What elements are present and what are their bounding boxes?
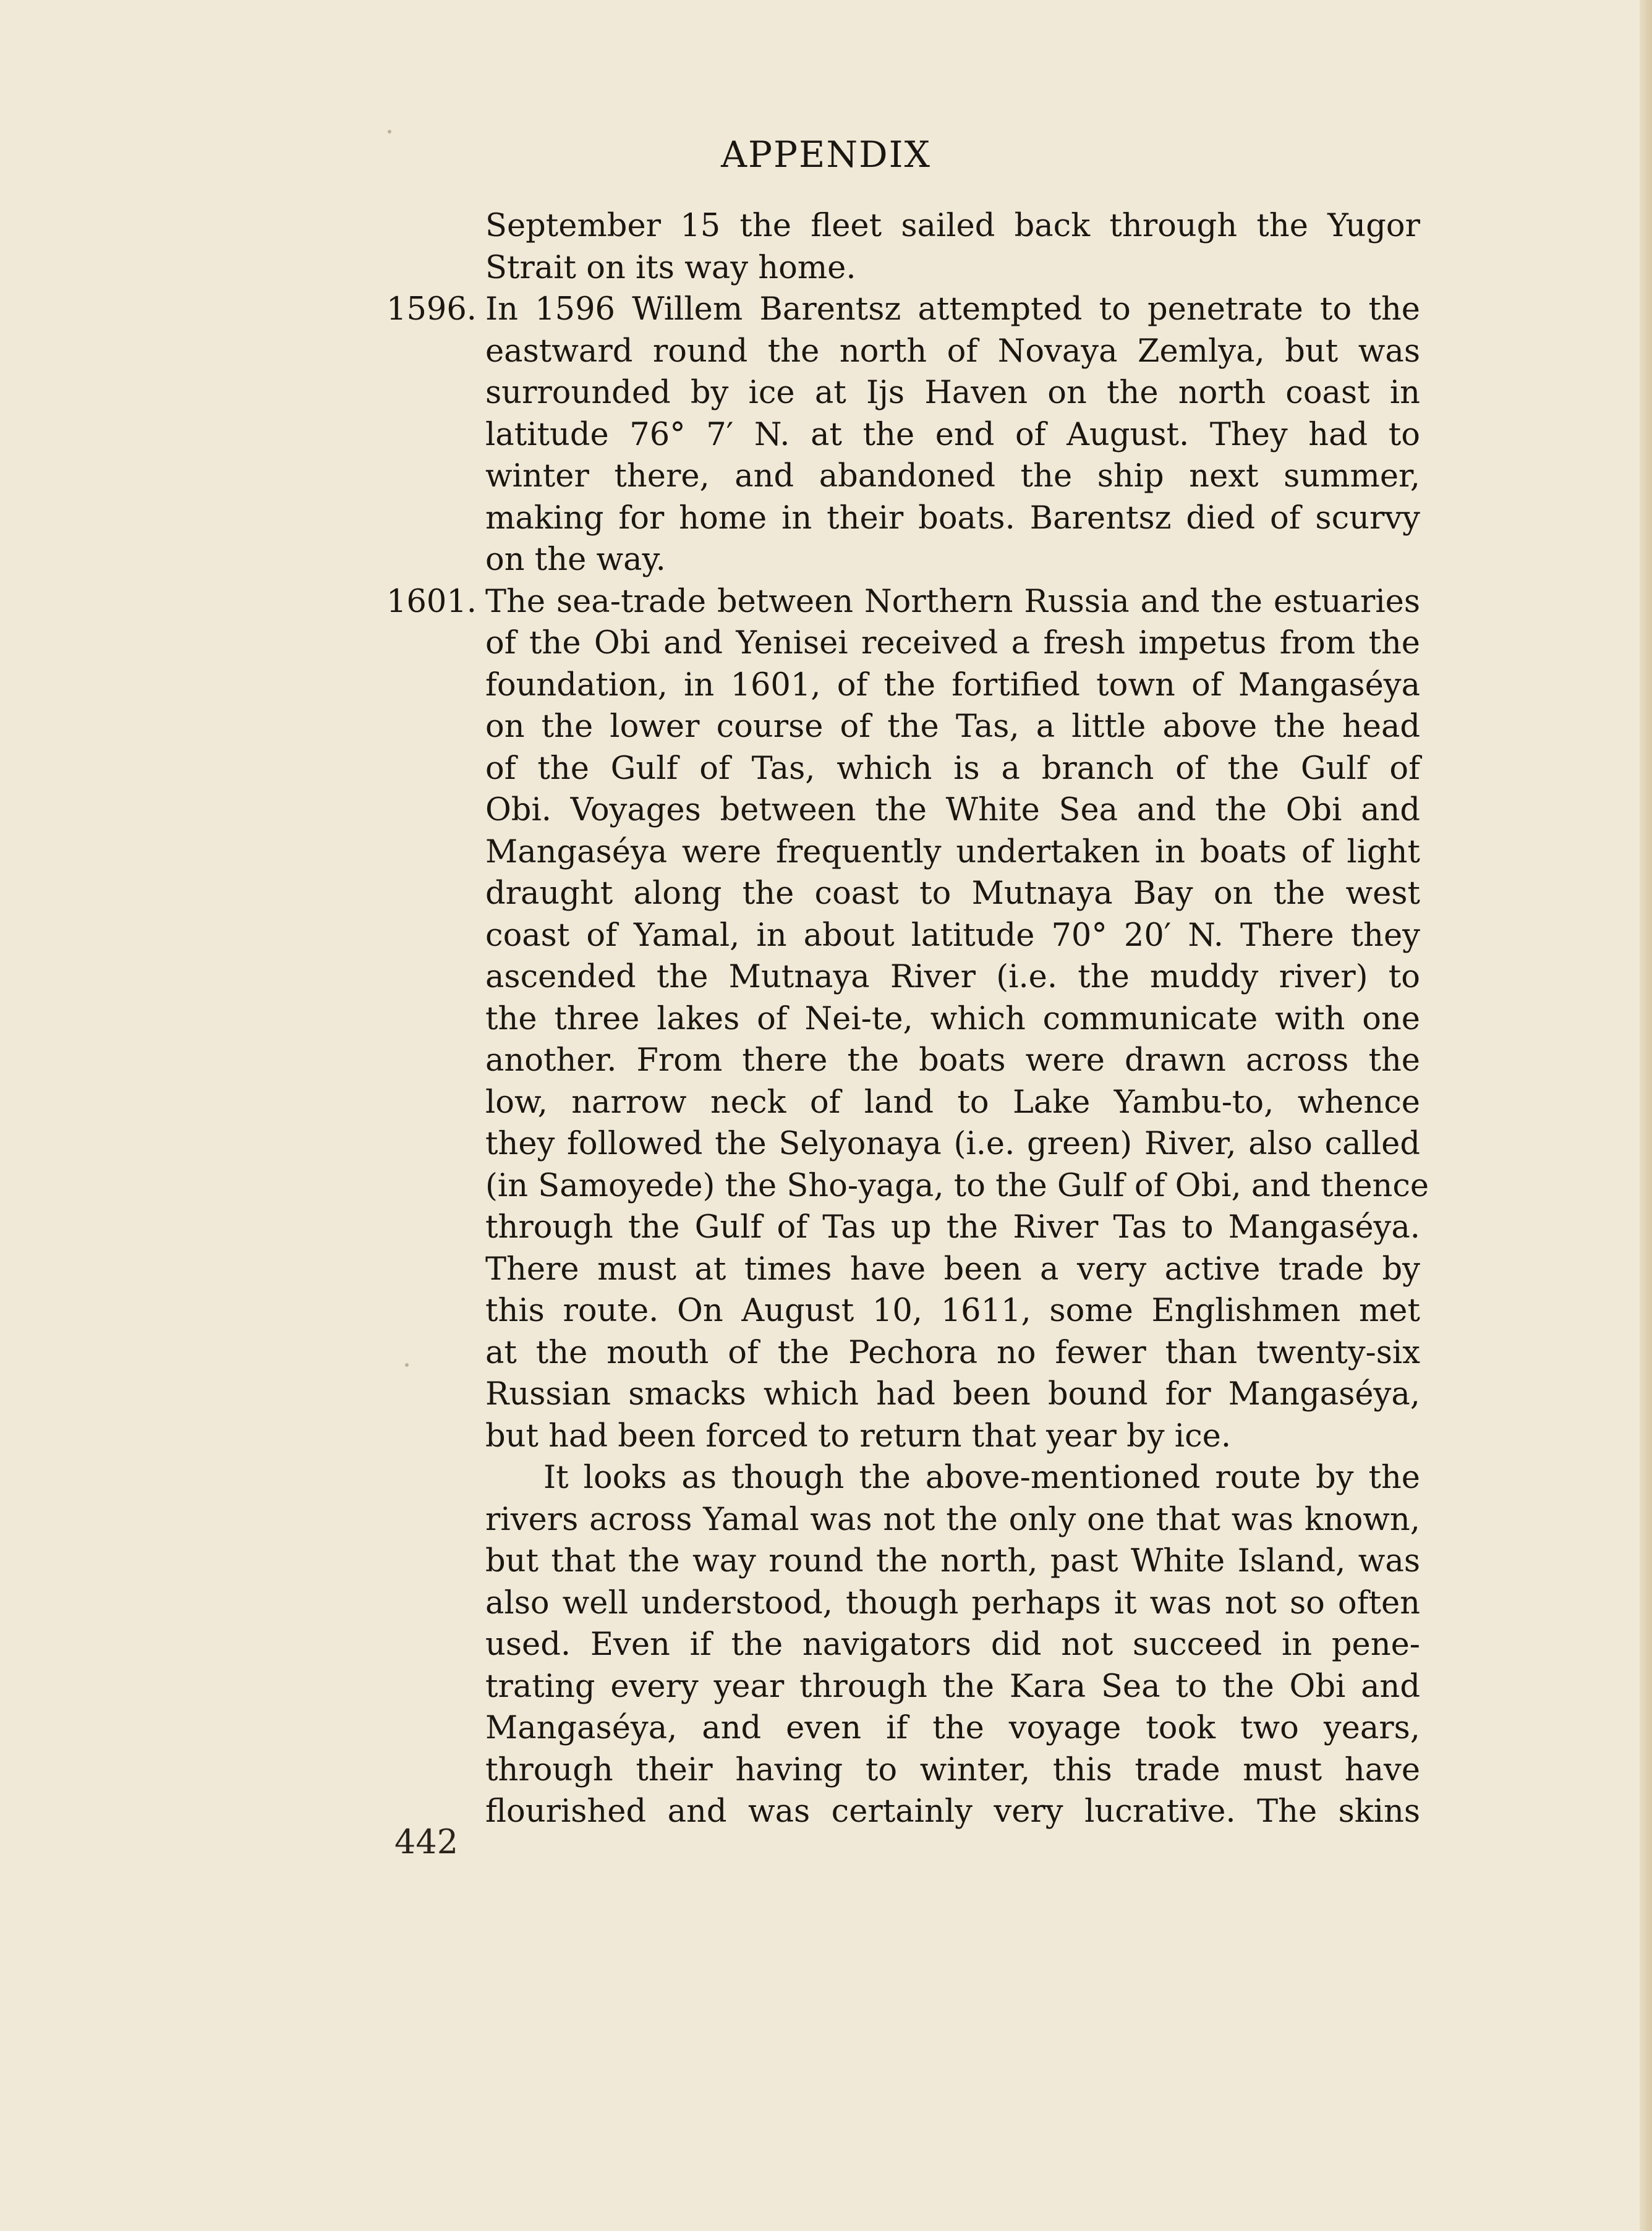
line-text: Mangaséya, and even if the voyage took two years, (485, 1710, 1420, 1746)
line-text: There must at times have been a very active trade by (485, 1251, 1420, 1288)
text-line (485, 1082, 1420, 1124)
text-line (485, 1332, 1420, 1374)
text-line (485, 998, 1420, 1040)
text-line (485, 1207, 1420, 1249)
line-text: used. Even if the navigators did not succeed in pene- (485, 1626, 1420, 1663)
line-text: In 1596 Willem Barentsz attempted to penetrate to the (485, 291, 1420, 328)
text-line (485, 414, 1420, 456)
page-edge-shadow (1640, 0, 1652, 2231)
line-text: but had been forced to return that year by ice. (485, 1417, 1232, 1455)
line-text: flourished and was certainly very lucrative. The skins (485, 1793, 1420, 1830)
text-line (485, 956, 1420, 998)
text-line (485, 1165, 1429, 1207)
line-text: The sea-trade between Northern Russia and the estuaries (485, 583, 1420, 620)
text-line (485, 247, 1420, 289)
year-marginal-label: 1601. (386, 583, 477, 620)
text-line (485, 1624, 1420, 1666)
line-text: September 15 the fleet sailed back through the Yugor (485, 208, 1420, 244)
line-text: (in Samoyede) the Sho-yaga, to the Gulf of Obi, and thence (485, 1167, 1429, 1204)
line-text: on the lower course of the Tas, a little above the head (485, 708, 1420, 745)
line-text: of the Obi and Yenisei received a fresh impetus from the (485, 625, 1420, 661)
line-text: eastward round the north of Novaya Zemlya, but was (485, 333, 1420, 370)
line-text: low, narrow neck of land to Lake Yambu-to, whence (485, 1084, 1420, 1121)
text-line (485, 1540, 1420, 1583)
text-line (485, 331, 1420, 373)
page-number: 442 (394, 1822, 459, 1861)
line-text: It looks as though the above-mentioned route by the (543, 1460, 1420, 1496)
line-text: Obi. Voyages between the White Sea and the Obi and (485, 792, 1420, 828)
text-line (485, 1374, 1420, 1416)
text-line (485, 1666, 1420, 1708)
line-text: latitude 76° 7′ N. at the end of August. They had to (485, 416, 1420, 453)
text-line (485, 623, 1420, 665)
line-text: Mangaséya were frequently undertaken in boats of light (485, 833, 1420, 870)
line-text: but that the way round the north, past White Island, was (485, 1543, 1420, 1579)
line-text: the three lakes of Nei-te, which communicate with one (485, 1000, 1420, 1037)
line-text: draught along the coast to Mutnaya Bay on the west (485, 875, 1420, 912)
text-line (485, 1791, 1420, 1833)
line-text: another. From there the boats were drawn across the (485, 1042, 1420, 1079)
text-line (485, 873, 1420, 915)
text-line (485, 665, 1420, 707)
text-line (485, 1499, 1420, 1541)
print-speck (405, 1363, 409, 1367)
line-text: of the Gulf of Tas, which is a branch of the Gulf of (485, 750, 1420, 787)
text-line (485, 706, 1420, 748)
year-marginal-label: 1596. (386, 291, 477, 328)
text-line (485, 1249, 1420, 1291)
line-text: through their having to winter, this trade must have (485, 1751, 1420, 1788)
text-line (485, 1290, 1420, 1332)
text-line (485, 748, 1420, 790)
line-text: Strait on its way home. (485, 249, 856, 286)
text-line (485, 498, 1420, 540)
line-text: at the mouth of the Pechora no fewer than twenty-six (485, 1334, 1420, 1371)
text-line (485, 539, 1420, 581)
text-line (485, 456, 1420, 498)
line-text: surrounded by ice at Ijs Haven on the north coast in (485, 375, 1420, 411)
text-line (485, 789, 1420, 831)
text-line (485, 205, 1420, 247)
line-text: also well understood, though perhaps it was not so often (485, 1584, 1420, 1621)
line-text: making for home in their boats. Barentsz died of scurvy (485, 499, 1420, 537)
text-line (485, 372, 1420, 414)
body-text (386, 205, 1429, 1833)
text-line (485, 1416, 1420, 1458)
line-text: winter there, and abandoned the ship next summer, (485, 458, 1420, 495)
running-header: APPENDIX (721, 134, 931, 176)
line-text: Russian smacks which had been bound for Mangaséya, (485, 1376, 1420, 1413)
line-text: ascended the Mutnaya River (i.e. the muddy river) to (485, 959, 1420, 995)
line-text: rivers across Yamal was not the only one that was known, (485, 1501, 1420, 1538)
text-line (485, 1123, 1420, 1165)
line-text: foundation, in 1601, of the fortified town of Mangaséya (485, 666, 1420, 703)
line-text: this route. On August 10, 1611, some Englishmen met (485, 1293, 1420, 1329)
line-text: through the Gulf of Tas up the River Tas to Mangaséya. (485, 1209, 1420, 1246)
text-line (485, 1457, 1420, 1499)
text-line (485, 1749, 1420, 1791)
text-line (485, 915, 1420, 957)
line-text: trating every year through the Kara Sea to the Obi and (485, 1668, 1420, 1705)
text-line (386, 289, 1420, 331)
text-line (485, 1583, 1420, 1625)
line-text: coast of Yamal, in about latitude 70° 20′ N. There they (485, 917, 1420, 954)
line-text: they followed the Selyonaya (i.e. green) River, also called (485, 1126, 1420, 1162)
text-line (386, 581, 1420, 623)
text-line (485, 831, 1420, 873)
text-line (485, 1040, 1420, 1082)
text-line (485, 1707, 1420, 1749)
line-text: on the way. (485, 542, 666, 578)
